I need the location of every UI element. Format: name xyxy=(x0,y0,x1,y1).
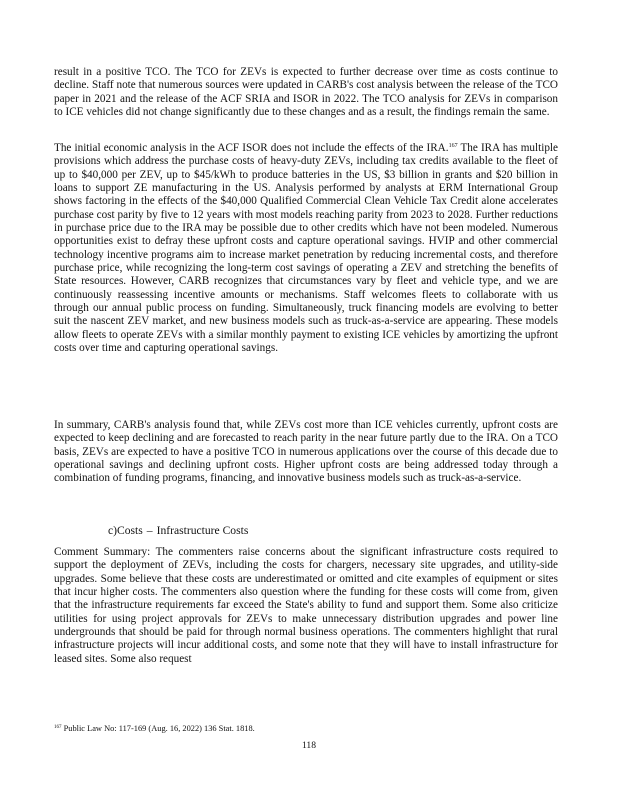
paragraph-summary: In summary, CARB's analysis found that, while ZEVs cost more than ICE vehicles currently, upfront costs are expected to keep declining and are forecasted to reach parity in the near future partly due to the IRA. On a TCO basis, ZEVs are expected to have a positive TCO in numerous applications over the course of this decade due to operational savings and declining upfront costs. Higher upfront costs are being addressed today through a combination of funding programs, financing, and innovative business models such as truck-as-a-service. xyxy=(54,419,558,485)
section-heading xyxy=(108,524,248,538)
paragraph-tco-decrease: result in a positive TCO. The TCO for ZEVs is expected to further decrease over time as costs continue to decline. Staff note that numerous sources were updated in CARB's cost analysis between the release of the TCO paper in 2021 and the release of the ACF SRIA and ISOR in 2022. The TCO analysis for ZEVs in comparison to ICE vehicles did not change significantly due to these changes and as a result, the findings remain the same. xyxy=(54,66,558,119)
paragraph-ira-text-rest: The IRA has multiple provisions which address the purchase costs of heavy-duty ZEVs, including tax credits available to the fleet of up to $40,000 per ZEV, up to $45/kWh to produce batteries in the US, $3 billion in grants and $20 billion in loans to support ZE manufacturing in the US. Analysis performed by analysts at ERM International Group shows factoring in the effects of the $40,000 Qualified Commercial Clean Vehicle Tax Credit alone accelerates purchase cost parity by five to 12 years with most models reaching parity from 2023 to 2028. Further reductions in purchase price due to the IRA may be possible due to other credits which have not been modeled. Numerous opportunities exist to defray these upfront costs and capture operational savings. HVIP and other commercial technology incentive programs aim to increase market penetration by reducing incremental costs, and therefore purchase price, while recognizing the long-term cost savings of operating a ZEV and stretching the benefits of State resources. However, CARB recognizes that circumstances vary by fleet and vehicle type, and we are continuously reassessing incentive amounts or mechanisms. Staff welcomes fleets to collaborate with us through our annual public process on funding. Simultaneously, truck financing models are evolving to better suit the nascent ZEV market, and new business models such as truck-as-a-service are appearing. These models allow fleets to operate ZEVs with a similar monthly payment to existing ICE vehicles by amortizing the upfront costs over time and capturing operational savings. xyxy=(54,142,558,355)
paragraph-comment-summary: Comment Summary: The commenters raise concerns about the significant infrastructure costs required to support the deployment of ZEVs, including the costs for chargers, necessary site upgrades, and utility-side upgrades. Some believe that these costs are underestimated or omitted and cite examples of equipment or sites that incur higher costs. The commenters also question where the funding for these costs will come from, given that the infrastructure requirements far exceed the State's ability to fund and support them. Some also criticize utilities for using project approvals for ZEVs to make unnecessary distribution upgrades and power line undergrounds that should be paid for through normal business operations. The commenters highlight that rural infrastructure projects will incur additional costs, and some note that they will have to install infrastructure for leased sites. Some also request xyxy=(54,546,558,665)
section-heading-separator: – xyxy=(146,524,153,537)
section-heading-subtitle: Infrastructure Costs xyxy=(156,524,249,537)
footnote-number: 167 xyxy=(54,725,62,730)
paragraph-ira-effects xyxy=(54,142,558,356)
paragraph-ira-text-start: The initial economic analysis in the ACF ISOR does not include the effects of the IRA. xyxy=(54,142,449,154)
page-number: 118 xyxy=(301,740,317,751)
footnote-text: Public Law No: 117-169 (Aug. 16, 2022) 136 Stat. 1818. xyxy=(61,724,255,733)
section-heading-label: c) xyxy=(108,524,118,537)
footnote xyxy=(54,724,558,734)
footnote-reference[interactable]: 167 xyxy=(448,143,458,149)
section-heading-title: Costs xyxy=(117,524,143,537)
